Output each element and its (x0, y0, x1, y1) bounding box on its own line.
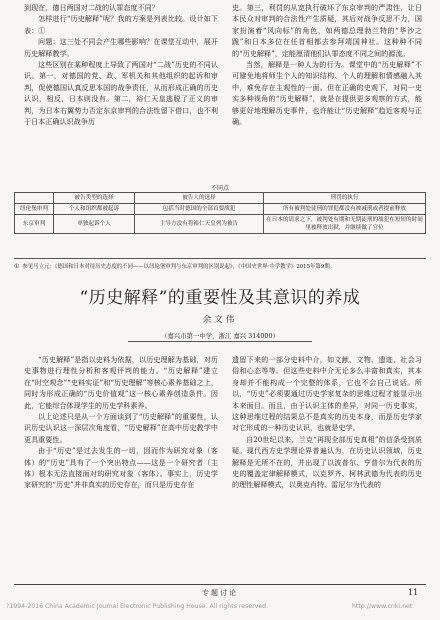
paragraph: 问题：这三处不同会产生哪些影响？在课堂互动中，展开历史解释教学。 (24, 37, 218, 58)
article-title: “历史解释”的重要性及其意识的养成 (79, 288, 361, 308)
bottom-left-column (24, 354, 218, 491)
table-cell: 单独起诉个人 (54, 215, 135, 234)
table-cell: 主导方没有将裕仁天皇列为被告 (135, 215, 264, 234)
comparison-table (14, 192, 426, 234)
article-affiliation: （嘉兴市第一中学，浙江 嘉兴 314000） (161, 332, 279, 340)
footnote-mark: ① (14, 263, 20, 270)
table-header-row (15, 193, 426, 204)
table-row (15, 215, 426, 234)
table-title: 不同点 (210, 185, 229, 192)
table-header-cell (15, 193, 54, 204)
bottom-right-column (232, 354, 422, 491)
table-cell: 包括当时德国的全部首要战犯 (135, 204, 264, 215)
copyright-watermark: ?1994-2016 China Academic Journal Electronic Publishing House. All rights reserved. (6, 603, 269, 610)
footer-section-label: 专题讨论 (202, 589, 238, 597)
paragraph: 怎样进行“历史解释”呢？我的方案是列表比较。设计如下表：① (24, 14, 218, 35)
paragraph: 史。第三，利罚的从宽执行破坏了东京审判的严肃性，让日本民众对审判的合法性产生质疑，其后对战争反思不力，国家扮演着“风向标”的角色，如两德总理勃兰特的“华沙之跪”和日本多位在任首相都去参拜靖国神社。这种种不同的“历史解释”，定能厘清他们认罪态度不同之间的源流。 (232, 3, 422, 58)
paragraph: 由于“历史”是过去发生的一切，因而作为研究对象（客体）的“历史”具有了一个突出特点——这是一个研究者（主体）根本无法直接面对的研究对象（客体）。事实上，历史学家研究的“历史”并非真实的历史存在，而只是历史存在 (24, 446, 218, 490)
footer-divider (14, 584, 426, 585)
table-row (15, 204, 426, 215)
comparison-table-block (14, 185, 426, 234)
top-left-column (24, 2, 218, 127)
table-header-cell: 被告人的选择 (135, 193, 264, 204)
paragraph: 自20世纪以来，兰克“再现全部历史真相”的信条受到质疑。现代西方史学理论界普遍认为，在历史认识领域，历史解释是无所不在的，并出现了以波普尔、亨普尔为代表的历史的覆盖定律解释模式，以克罗齐、柯林武德为代表的历史的理性解释模式，以奥克肖特、雷尼尔为代表的 (232, 434, 422, 490)
paragraph: 这些区别在某种程度上导致了两国对“二战”历史的不同认识。第一，对德国的党、政、军机关和其他组织的起诉和审判，促使德国认真反思本国的战争责任，从而形成正确的历史认识，相反，日本则没有。第二，裕仁天皇逃脱了正义的审判，为日本右翼势力否定东京审判的合法性留下借口，也不利于日本正确认识战争历 (24, 60, 218, 127)
paragraph: “历史解释”是指以史料为依据，以历史理解为基础，对历史事物进行理性分析和客观评判的能力。“历史解释”建立在“时空观念”“史料实证”和“历史理解”等核心素养基础之上，同时为形成正确的“历史价值观”这一核心素养创造条件。因此，它能综合体现学生的历史学科素养。 (24, 355, 218, 410)
table-cell: 东京审判 (15, 215, 54, 234)
paragraph: 遗留下来的一部分史料中介，如文献、文物、遗迹、社会习俗和心态等等。但这些史料中介无论多么丰富和真实，其本身却并不能构成一个完整的体系，它也不会自己说话。所以，“历史”必须要通过历史学家复杂的思维过程才能显示出本来面目。而且，由于认识主体的差异，对同一历史事实，这种思维过程的结果总不是真实的历史本身，而是历史学家对它形成的一种历史认识，也就是史学。 (232, 355, 422, 433)
table-cell: 所有被判处徒刑的罪犯都没有被减刑或者提前释放 (264, 204, 426, 215)
footnote-text: 参见马立元：《德国和日本对待历史态度的不同——以纽伦堡审判与东京审判的区别说起》，《中国史世界·中学教学》2015年第9期。 (22, 264, 336, 270)
site-watermark: http://www.cnki.net (352, 603, 413, 610)
table-cell: 纽伦堡审判 (15, 204, 54, 215)
table-header-cell: 被告类型的选择 (54, 193, 135, 204)
table-cell: 在日本的请求之下，被判处有期和无期徒刑的战犯在短短的时间里被释放出狱，并继续做了官位 (264, 215, 426, 234)
paragraph: 以上论述只是从一个方面谈到了“历史解释”的重要性，认识历史认识这一深层次角度看，“历史解释”在高中历史教学中更具重要性。 (24, 412, 218, 444)
page-number: 11 (408, 588, 419, 597)
table-header-cell: 刑罚的执行 (264, 193, 426, 204)
article-author: 余文伟 (202, 315, 238, 325)
paragraph: 到现在，德日两国对二战的认罪态度不同？ (24, 3, 159, 12)
table-cell: 个人和组织都被起诉 (54, 204, 135, 215)
paragraph: 当然，解释是一种人为的行为。课堂中的“历史解释”不可避免地将师生个人的知识结构、个人的理解和情感融入其中，难免存在主观性的一面。但在正确的史观下，对同一史实多种视角的“历史解释”，就是在提供更多观察的方式，能够更好地理解历史事件，也许能让“历史解释”趋近客观与正确。 (232, 60, 422, 127)
footnote (14, 258, 426, 270)
top-right-column (232, 2, 422, 127)
affiliation-divider (128, 341, 312, 342)
